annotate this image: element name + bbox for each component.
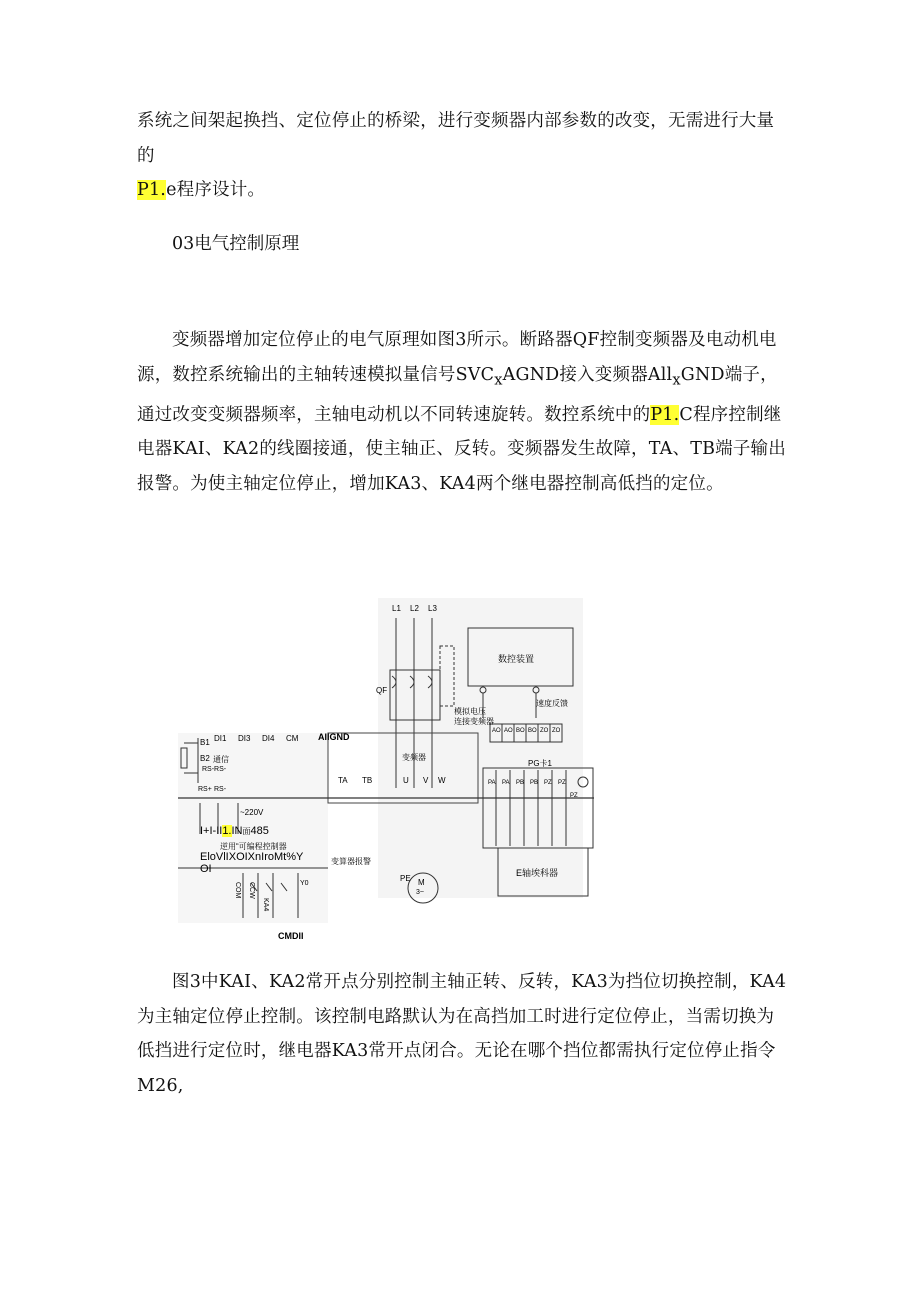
- label-pg-card: PG卡1: [528, 759, 553, 768]
- label-rs485-highlight: 1.: [222, 825, 232, 837]
- label-com: COM: [234, 882, 241, 899]
- paragraph-1: [137, 104, 787, 208]
- label-analog-voltage-1: 模拟电压: [454, 707, 486, 716]
- label-b1: B1: [200, 738, 210, 747]
- ao-terminal-2: AO: [504, 728, 513, 734]
- label-rs485-box: 面: [242, 827, 251, 836]
- paragraph-2-part-4: C程序控制继电器KAI、KA2的线圈接通，使主轴正、反转。变频器发生故障，TA、TB端子输出报警。为使主轴定位停止，增加KA3、KA4两个继电器控制高低挡的定位。: [137, 404, 786, 494]
- pg-terminal-1: PA: [488, 780, 496, 786]
- label-rs485-pre: I+I-II: [200, 825, 223, 837]
- label-b2: B2: [200, 754, 210, 763]
- label-y0: Y0: [300, 880, 309, 887]
- label-plc: 逆用“可编程控制器: [220, 842, 287, 851]
- label-cnc-device: 数控装置: [498, 654, 535, 664]
- pg-terminal-6: PZ: [558, 780, 566, 786]
- label-rs485-num: 485: [250, 825, 269, 837]
- label-garbled-1: EloVlIXOIXnIroMt%Y: [200, 851, 304, 863]
- label-cmdii: CMDII: [278, 931, 304, 941]
- label-rs-minus: RS-: [214, 786, 227, 793]
- section-heading: 03电气控制原理: [172, 234, 300, 254]
- paragraph-2-part-2: AGND接入变频器All: [502, 364, 673, 385]
- label-ccw: CCW: [248, 882, 255, 899]
- label-garbled-2: OI: [200, 863, 212, 875]
- ao-terminal-4: BO: [528, 728, 537, 734]
- label-220v: ~220V: [240, 808, 264, 817]
- label-di3: DI3: [238, 734, 251, 743]
- paragraph-2-subscript-2: x: [672, 371, 681, 388]
- paragraph-3: [137, 965, 787, 1103]
- label-qf: QF: [376, 686, 388, 695]
- label-pe: PE: [400, 874, 411, 883]
- pg-terminal-2: PA: [502, 780, 510, 786]
- pg-terminal-5: PZ: [544, 780, 552, 786]
- label-analog-voltage-2: 连接变频器: [454, 717, 494, 726]
- paragraph-1-line-1: 系统之间架起换挡、定位停止的桥梁，进行变频器内部参数的改变，无需进行大量的: [137, 111, 775, 166]
- electrical-schematic-figure: [178, 598, 594, 944]
- label-v: V: [423, 776, 429, 785]
- label-inverter: 变频器: [402, 753, 426, 762]
- label-di1: DI1: [214, 734, 227, 743]
- label-rs485-post: IN: [231, 825, 243, 837]
- highlight-plc: P1.: [137, 180, 167, 200]
- ao-terminal-1: AO: [492, 728, 501, 734]
- paragraph-3-text: 图3中KAI、KA2常开点分别控制主轴正转、反转，KA3为挡位切换控制，KA4为主轴定位停止控制。该控制电路默认为在高挡加工时进行定位停止，当需切换为低挡进行定位时，继电器KA3常开点闭合。无论在哪个挡位都需执行定位停止指令M26,: [137, 972, 787, 1096]
- label-rs-plus: RS+: [198, 786, 212, 793]
- label-comm: 通信: [213, 755, 229, 764]
- label-motor-m: M: [418, 878, 425, 887]
- label-l2: L2: [410, 604, 419, 613]
- paragraph-2: [137, 323, 787, 501]
- ao-terminal-6: ZO: [552, 728, 561, 734]
- label-ka4: KA4: [262, 898, 269, 912]
- label-cm: CM: [286, 734, 299, 743]
- label-encoder: E轴埃科器: [516, 868, 559, 878]
- label-motor-3phase: 3~: [416, 889, 424, 896]
- paragraph-1-line-2: e程序设计。: [166, 180, 266, 200]
- label-l1: L1: [392, 604, 401, 613]
- pg-terminal-7: PZ: [570, 793, 578, 799]
- label-inverter-alarm: 变算器报警: [331, 857, 371, 866]
- ao-terminal-5: ZO: [540, 728, 549, 734]
- paragraph-2-part-3: GND端子，通过改变变频器频率，主轴电动机以不同转速旋转。数控系统中的: [137, 364, 778, 425]
- label-ta: TA: [338, 776, 348, 785]
- highlight-plc-2: P1.: [650, 404, 680, 425]
- paragraph-2-part-1: 变频器增加定位停止的电气原理如图3所示。断路器QF控制变频器及电动机电源，数控系统输出的主轴转速模拟量信号SVC: [137, 330, 777, 385]
- label-tb: TB: [362, 776, 373, 785]
- paragraph-2-subscript-1: x: [494, 371, 503, 388]
- label-w: W: [438, 776, 446, 785]
- label-rs: RS-RS-: [202, 766, 227, 773]
- pg-terminal-4: PB: [530, 780, 539, 786]
- label-speed-feedback: 速度反馈: [536, 699, 568, 708]
- label-di4: DI4: [262, 734, 275, 743]
- ao-terminal-3: BO: [516, 728, 525, 734]
- label-rs485: [200, 825, 269, 837]
- pg-terminal-3: PB: [516, 780, 525, 786]
- label-l3: L3: [428, 604, 437, 613]
- label-u: U: [403, 776, 409, 785]
- label-aiignd: AIIGND: [318, 732, 350, 742]
